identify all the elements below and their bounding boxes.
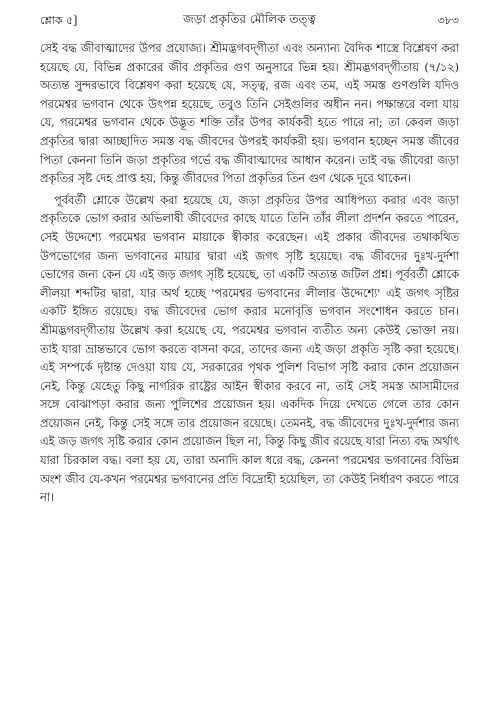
paragraph: পূর্ববর্তী শ্লোকে উল্লেখ করা হয়েছে যে, জড়া প্রকৃতির উপর আধিপত্য করার এবং জড়া প্রকৃতিকে ভোগ করার অভিলাষী জীবেদের কাছে যাতে তিনি তাঁর লীলা প্রদর্শন করতে পারেন, সেই উদ্দেশ্যে পরমেশ্বর ভগবান মায়াকে স্বীকার করেছেন। এই প্রকার জীবদের তথাকথিত উপভোগের জন্য ভগবানের মায়ার দ্বারা এই জগৎ সৃষ্টি হয়েছে। বদ্ধ জীবদের দুঃখ-দুর্দশা ভোগের জন্য কেন যে এই জড় জগৎ সৃষ্টি হয়েছে, তা একটি অত্যন্ত জটিল প্রশ্ন। পূর্ববর্তী শ্লোকে লীলয়া শব্দটির দ্বারা, যার অর্থ হচ্ছে 'পরমেশ্বর ভগবানের লীলার উদ্দেশ্যে' এই জগৎ সৃষ্টির একটি ইঙ্গিত রয়েছে। বদ্ধ জীবেদের ভোগ করার মনোবৃত্তি ভগবান সংশোধন করতে চান। শ্রীমদ্ভগবদ্‌গীতায় উল্লেখ করা হয়েছে যে, পরমেশ্বর ভগবান ব্যতীত অন্য কেউই ভোক্তা নয়। তাই যারা ভ্রান্তভাবে ভোগ করতে বাসনা করে, তাদের জন্য এই জড়া প্রকৃতি সৃষ্টি করা হয়েছে। এই সম্পর্কে দৃষ্টান্ত দেওয়া যায় যে, সরকারের পৃথক পুলিশ বিভাগ সৃষ্টি করার কোন প্রয়োজন নেই, কিন্তু যেহেতু কিছু নাগরিক রাষ্ট্রের আইন স্বীকার করবে না, তাই সেই সমস্ত আসামীদের সঙ্গে বোঝাপড়া করার জন্য পুলিশের প্রয়োজন হয়। একদিক দিয়ে দেখতে গেলে তার কোন প্রয়োজন নেই, কিন্তু সেই সঙ্গে তার প্রয়োজন রয়েছে। তেমনই, বদ্ধ জীবেদের দুঃখ-দুর্দশার জন্য এই জড় জগৎ সৃষ্টি করার কোন প্রয়োজন ছিল না, কিন্তু কিছু জীব রয়েছে যারা নিত্য বদ্ধ অর্থাৎ যারা চিরকাল বদ্ধ। বলা হয় যে, তারা অনাদি কাল ধরে বদ্ধ, কেননা পরমেশ্বর ভগবানের বিভিন্ন অংশ জীব যে-কখন পরমেশ্বর ভগবানের প্রতি বিদ্রোহী হয়েছিল, তা কেউই নির্ধারণ করতে পারে না। (40, 193, 459, 505)
page-body (40, 40, 459, 508)
header-verse-reference: শ্লোক ৫] (40, 14, 78, 27)
page-number: ৩৮৩ (437, 14, 459, 27)
header-chapter-title: জড়া প্রকৃতির মৌলিক তত্ত্ব (183, 12, 316, 26)
paragraph: সেই বদ্ধ জীবাত্মাদের উপর প্রযোজ্য। শ্রীমদ্ভগবদ্‌গীতা এবং অন্যান্য বৈদিক শাস্ত্রে বিশ্লেষণ করা হয়েছে যে, বিভিন্ন প্রকারের জীব প্রকৃতির গুণ অনুসারে ভিন্ন হয়। শ্রীমদ্ভগবদ্‌গীতায় (৭/১২) অত্যন্ত সুন্দরভাবে বিশ্লেষণ করা হয়েছে যে, সত্ত্ব, রজ এবং তম, এই সমস্ত গুণগুলি যদিও পরমেশ্বর ভগবান থেকে উৎপন্ন হয়েছে, তবুও তিনি সেইগুলির অধীন নন। পক্ষান্তরে বলা যায় যে, পরমেশ্বর ভগবান থেকে উদ্ভূত শক্তি তাঁর উপর কার্যকরী হতে পারে না; তা কেবল জড়া প্রকৃতির দ্বারা আচ্ছাদিত সমস্ত বদ্ধ জীবদের উপরই কার্যকরী হয়। ভগবান হচ্ছেন সমস্ত জীবের পিতা কেননা তিনি জড়া প্রকৃতির গর্ভে বদ্ধ জীবাত্মাদের আধান করেন। তাই বদ্ধ জীবেরা জড়া প্রকৃতির সৃষ্ট দেহ প্রাপ্ত হয়, কিন্তু জীবদের পিতা প্রকৃতির তিন গুণ থেকে দূরে থাকেন। (40, 42, 459, 186)
running-header (40, 8, 459, 30)
